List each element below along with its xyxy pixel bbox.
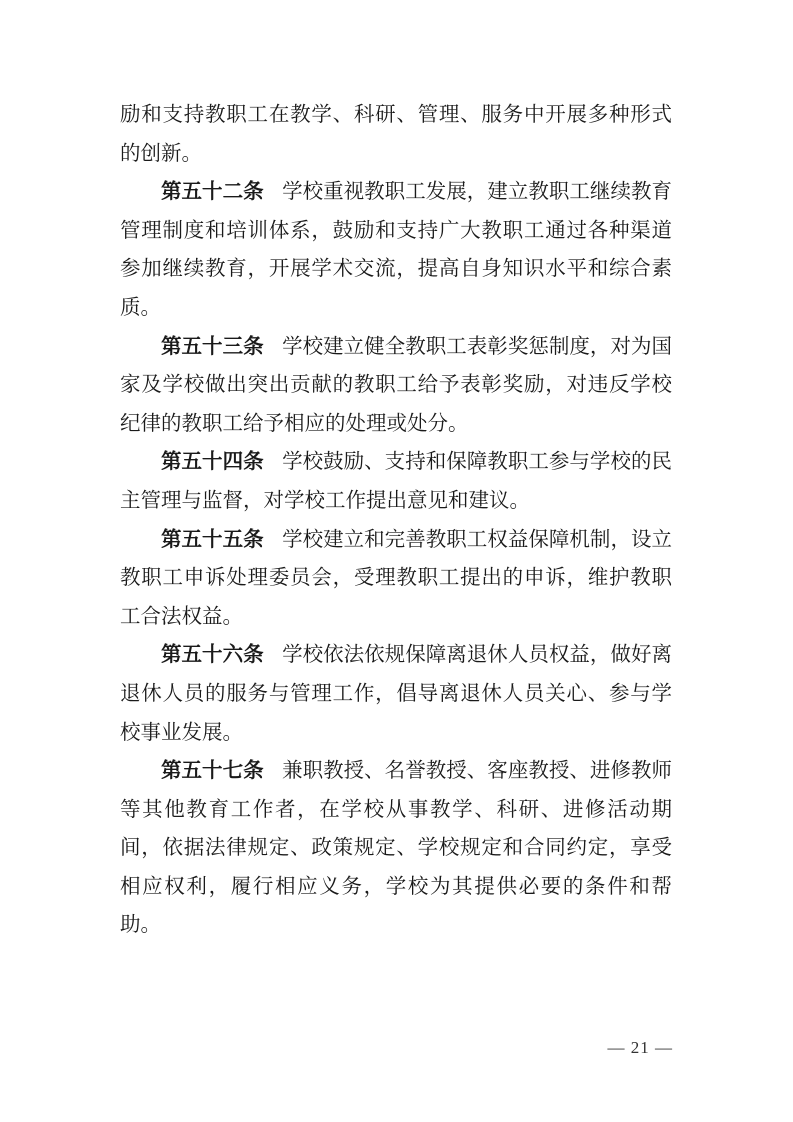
article-number: 第五十三条: [161, 333, 264, 358]
article-number: 第五十四条: [161, 449, 264, 474]
article-55: [120, 520, 672, 636]
page-number: — 21 —: [607, 1038, 673, 1057]
article-56: [120, 635, 672, 751]
article-text: 学校建立和完善教职工权益保障机制，设立教职工申诉处理委员会，受理教职工提出的申诉，维护教职工合法权益。: [120, 526, 673, 628]
article-52: [120, 172, 672, 326]
article-number: 第五十二条: [161, 179, 264, 204]
article-text: 学校建立健全教职工表彰奖惩制度，对为国家及学校做出突出贡献的教职工给予表彰奖励，对违反学校纪律的教职工给予相应的处理或处分。: [120, 333, 673, 435]
article-text: 学校依法依规保障离退休人员权益，做好离退休人员的服务与管理工作，倡导离退休人员关心、参与学校事业发展。: [120, 642, 673, 744]
article-text: 兼职教授、名誉教授、客座教授、进修教师等其他教育工作者，在学校从事教学、科研、进修活动期间，依据法律规定、政策规定、学校规定和合同约定，享受相应权利，履行相应义务，学校为其提供必要的条件和帮助。: [120, 758, 673, 937]
continuation-paragraph: 励和支持教职工在教学、科研、管理、服务中开展多种形式的创新。: [120, 102, 672, 165]
article-number: 第五十五条: [161, 526, 264, 551]
article-54: [120, 442, 672, 519]
document-body: [120, 95, 672, 944]
article-text: 学校鼓励、支持和保障教职工参与学校的民主管理与监督，对学校工作提出意见和建议。: [120, 449, 673, 512]
article-number: 第五十六条: [161, 642, 264, 667]
article-53: [120, 327, 672, 443]
article-number: 第五十七条: [161, 758, 264, 783]
article-text: 学校重视教职工发展，建立教职工继续教育管理制度和培训体系，鼓励和支持广大教职工通过各种渠道参加继续教育，开展学术交流，提高自身知识水平和综合素质。: [120, 179, 673, 319]
article-57: [120, 751, 672, 944]
